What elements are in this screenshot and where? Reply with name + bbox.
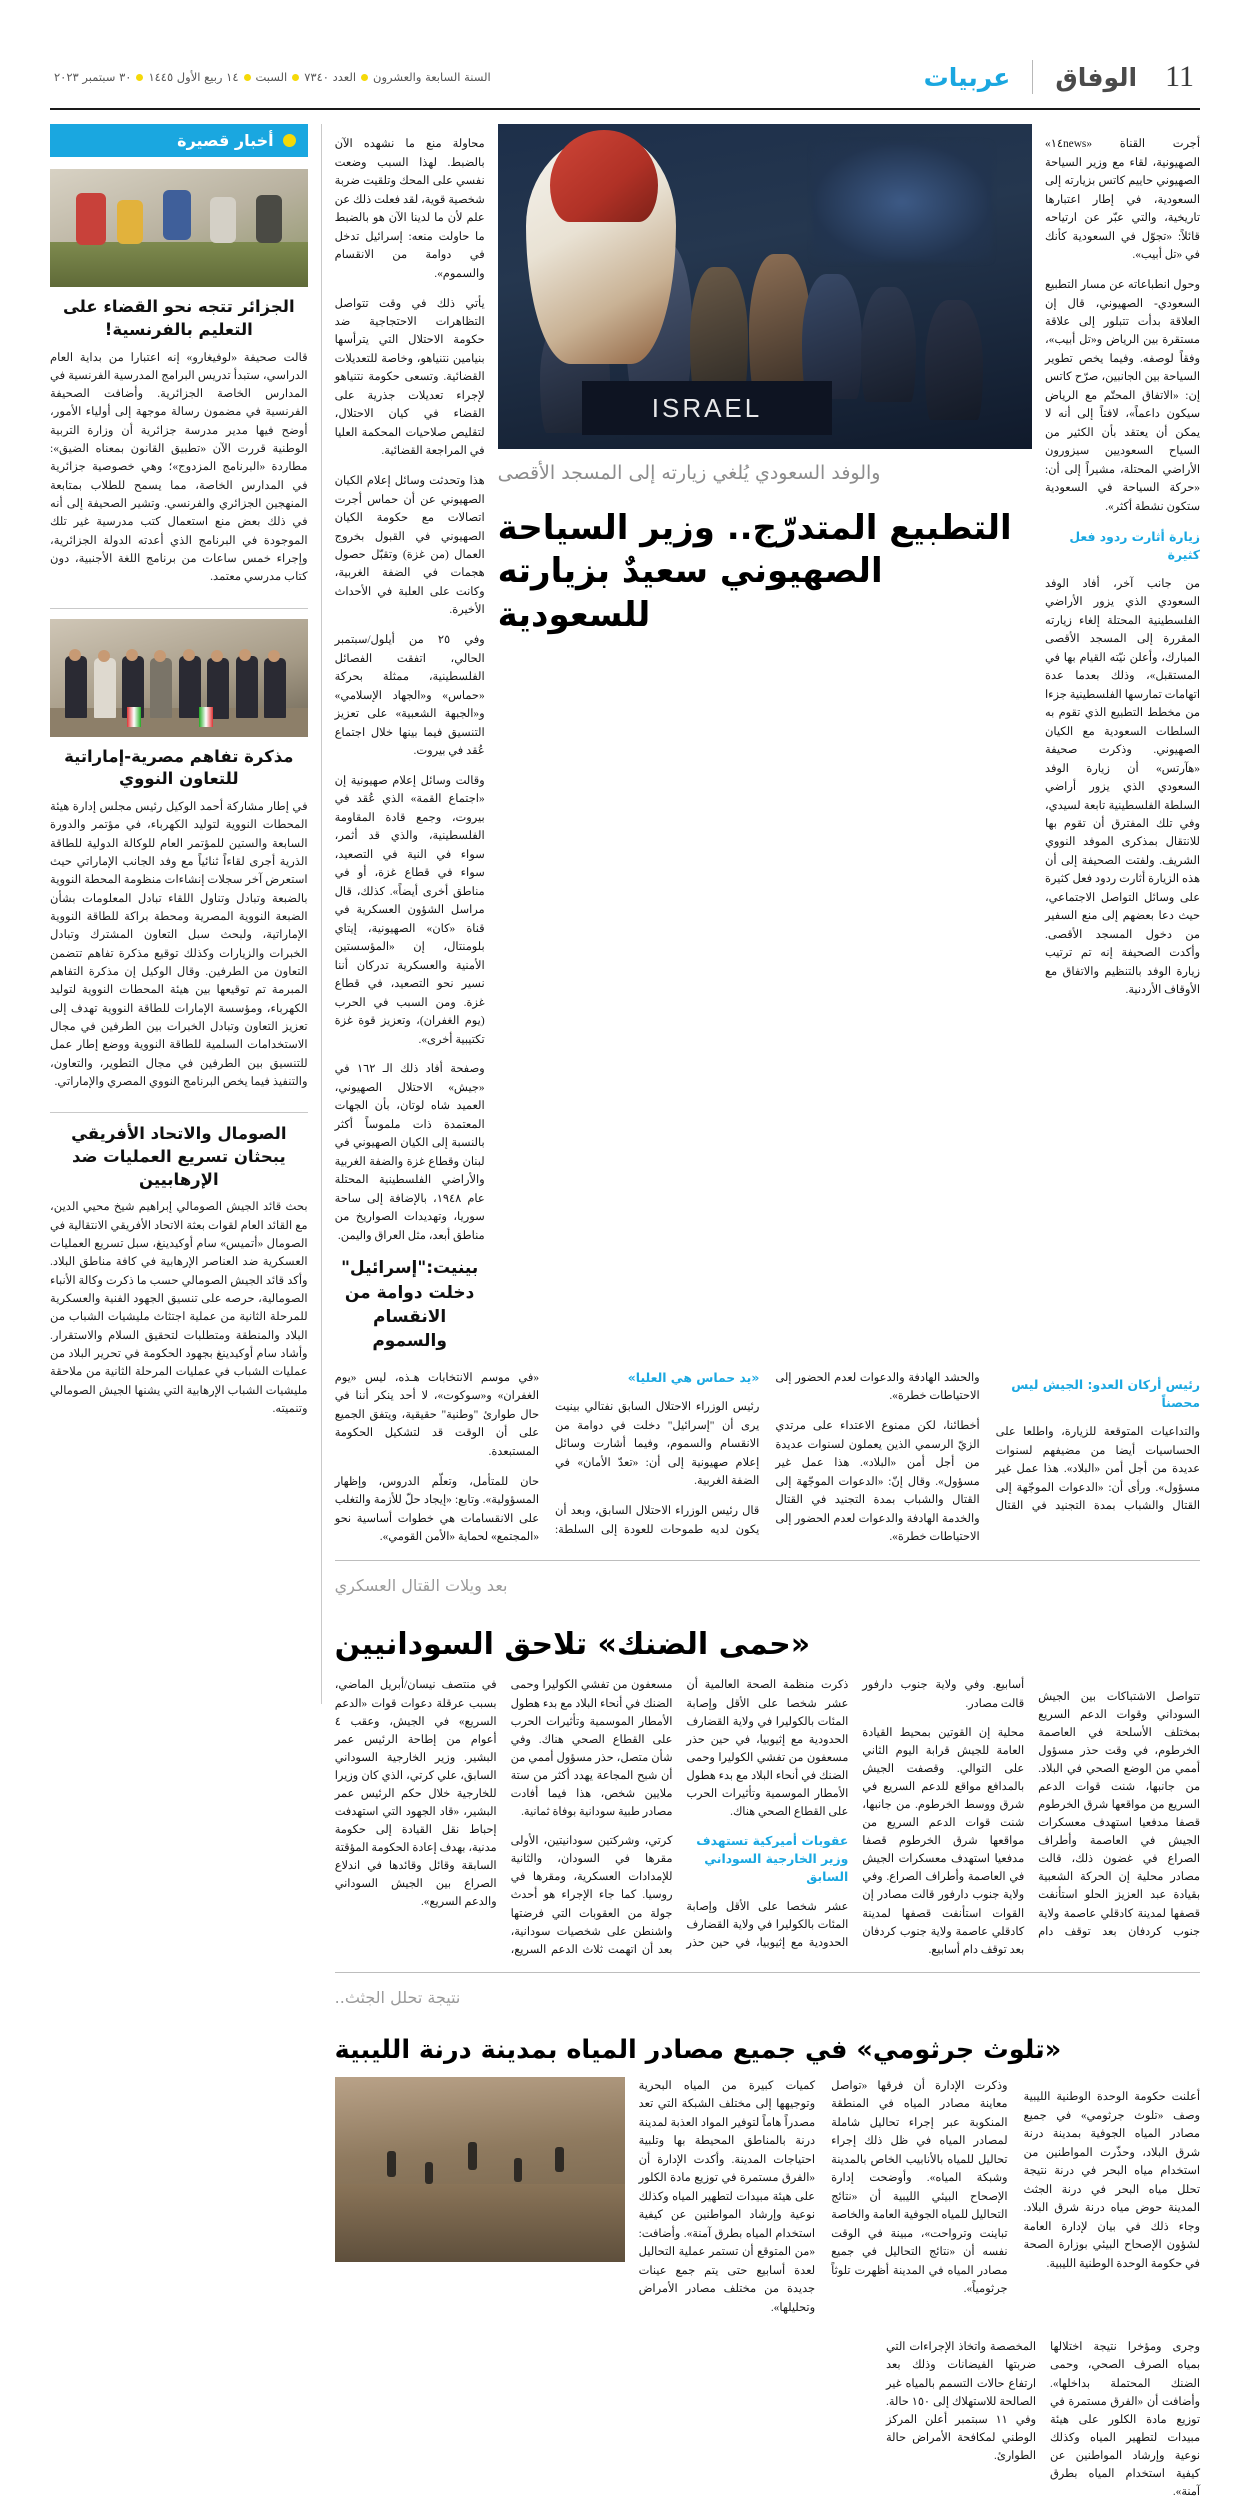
sidebar-body-nuclear: في إطار مشاركة أحمد الوكيل رئيس مجلس إدارة هيئة المحطات النووية لتوليد الكهرباء، في مؤتمر والدورة السابعة والستين للمؤتمر العام للوكالة الدولية للطاقة الذرية أجرى لقاءاً ثنائياً مع وفد الجانب الإماراتي حيث استعرض آخر سجلات إنشاءات منظومة المحطة النووية بالضبعة وتبادل وتناول اللقاء تبادل المعلومات بشأن الضبعة النووية المصرية ومحطة براكة للطاقة النووية الإماراتية، ولبحث سبل التعاون المشترك وتبادل الخبرات والزيارات وكذلك توقيع مذكرة تفاهم تتضمن التعاون من الطرفين. وقال الوكيل إن مذكرة التفاهم المبرمة تم توقيعها بين هيئة المحطات النووية لتوليد الكهرباء، ومؤسسة الإمارات للطاقة النووية تهدف إلى تعزيز التعاون وتبادل الخبرات بين الطرفين في مجال الاستخدامات السلمية للطاقة النووية ووضع إطار عمل للتنسيق بين الطرفين في مجال التطوير، والتعاون، والتنفيذ فيما يخص البرنامج النووي المصري والإماراتي. <box>50 800 308 1088</box>
issue-info <box>50 70 491 84</box>
libya-kicker: نتيجة تحلل الجثث.. <box>334 1987 461 2007</box>
issue-part-number: العدد ٧٣٤٠ <box>304 70 357 84</box>
lead-left-para-3: هذا وتحدثت وسائل إعلام الكيان الصهيوني عن أن حماس أجرت اتصالات مع حكومة الكيان الصهيوني في القبول بخروج العمال (من غزة) وتقبّل حصول هجمات في الضفة الغربية، وكانت على العلبة في الأحداث الأخيرة. <box>334 475 485 617</box>
lead-body-para-1: والتداعيات المتوقعة للزيارة، واطلعا على الحساسيات أيضا من مضيفهم لسنوات عديدة من أجل أمن «البلاد». هذا عمل غير مسؤول». ورأى أن: «الدعوات الموجّهة إلى القتال والشباب بمدة التجنيد في القتال والحشد الهادفة والدعوات لعدم الحضور إلى الاحتياطات خطرة». <box>775 1371 1200 1513</box>
issue-part-weekday: السبت <box>255 70 288 84</box>
libya-row <box>335 2077 1200 2317</box>
sidebar <box>50 124 308 1704</box>
classroom-photo <box>50 169 308 287</box>
newspaper-page <box>0 46 1250 2498</box>
lead-left-para-5: وقالت وسائل إعلام صهيونية إن «اجتماع القمة» الذي عُقد في بيروت، وجمع قادة المقاومة الفلسطينية، والذي قد أثمر، سواء في النية في التصعيد، سواء في قطاع غزة، أو في مناطق أخرى أيضاً». كذلك، قال مراسل الشؤون العسكرية في قناة «كان» الصهيونية، إيتاي بلومنتال، إن «المؤسستين الأمنية والعسكرية تدركان أننا نسير نحو التصعيد، في قطاع غزة. ومن السبب في الحرب (يوم الغفران)، وتعزيز قوة غزة تكتيبية أخرى». <box>334 774 485 1046</box>
sudan-para-4: عشر شخصا على الأقل وإصابة المئات بالكوليرا في ولاية القضارف الحدودية مع إثيوبيا، في حين حذر مسعفون من تفشي الكوليرا وحمى الضنك في أنحاء البلاد مع بدء هطول الأمطار الموسمية وتأثيرات الحرب على القطاع الصحي هناك. وفي شأن متصل، حذر مسؤول أممي من أن شبح المجاعة يهدد أكثر من ستة ملايين شخص، هذا فيما أفادت مصادر طبية سودانية بوفاة ثمانية. <box>510 1679 849 1949</box>
sidebar-item-algeria[interactable] <box>50 169 308 587</box>
sidebar-banner <box>50 124 308 157</box>
lead-body-para-4: قال رئيس الوزراء الاحتلال السابق، وبعد أن يكون لديه طموحات للعودة إلى السلطة: «في موسم الانتخابات هـذه، ليس «يوم الغفران» و«سوكوت»، لا أحد ينكر أننا في حال طوارئ "وطنية" حقيقية، ويتفق الجميع على أن الوقت قد لتشكيل الحكومة المستبعدة. <box>334 1371 760 1536</box>
lead-left-para-2: يأتي ذلك في وقت تتواصل التظاهرات الاحتجاجية ضد حكومة الاحتلال التي يترأسها بنيامين نتنياهو، وخاصة للتعديلات القضائية. وتسعى حكومة نتنياهو لإجراء تعديلات جذرية على القضاء في كيان الاحتلال، لتقليص صلاحيات المحكمة العليا في المراجعة القضائية. <box>334 297 485 458</box>
article-separator-1 <box>335 1560 1200 1561</box>
lead-left-para-1: محاولة منع ما نشهده الآن بالضبط. لهذا السبب وضعت نفسي على المحك وتلقيت ضربة شخصية قوية، لقد فعلت ذلك عن علم لأن ما لدينا الآن هو بالضبط ما حاولت منعه: إسرائيل تدخل في دوامة من الانقسام والسموم». <box>334 138 485 280</box>
article-separator-2 <box>335 1972 1200 1973</box>
sidebar-body-somalia: بحث قائد الجيش الصومالي إبراهيم شيخ محيي الدين، مع القائد العام لقوات بعثة الاتحاد الأفريقي الانتقالية في الصومال «أتميس» سام أوكيدينغ، سبل تسريع العمليات العسكرية ضد العناصر الإرهابية في كافة مناطق البلاد. وأكد قائد الجيش الصومالي حسب ما ذكرت وكالة الأنباء الصومالية، حرصه على تنسيق الجهود الفنية والعسكرية للمرحلة الثانية من عملية اجتثاث مليشيات الشباب من البلاد والمنطقة ومتطلبات لتحقيق السلام والاستقرار. وأشاد سام أوكيدينغ بجهود الحكومة في تحرير البلاد من عمليات الشباب في عمليات المرحلة الثانية من ملاحقة مليشيات الشباب الإرهابية التي يشنها الجيش الصومالي وتنميته. <box>50 1200 308 1415</box>
israel-nameplate: ISRAEL <box>582 381 832 435</box>
subhead-reactions: زيارة أثارت ردود فعل كثيرة <box>1069 528 1200 562</box>
sidebar-item-somalia[interactable] <box>50 1123 308 1418</box>
sudan-kicker: بعد ويلات القتال العسكري <box>334 1575 508 1595</box>
lead-left-para-4: وفي ٢٥ من أيلول/سبتمبر الحالي، اتفقت الفصائل الفلسطينية، ممثلة بحركة «حماس» و«الجهاد الإسلامي» و«الجبهة الشعبية» على تعزيز التنسيق فيما بينها خلال اجتماع عُقد في بيروت. <box>334 634 485 758</box>
masthead-divider <box>1032 60 1033 94</box>
group-photo <box>50 619 308 737</box>
lead-body-para-2: أخطائنا، لكن ممنوع الاعتداء على مرتدي الزيّ الرسمي الذين يعملون لسنوات عديدة من أجل أمن «البلاد». هذا عمل غير مسؤول». وقال إنّ: «الدعوات الموجّهة إلى القتال والشباب بمدة التجنيد في القتال والخدمة الهادفة والدعوات لعدم الحضور إلى الاحتياطات خطرة». <box>775 1420 980 1544</box>
libya-body-columns <box>639 2077 1200 2317</box>
issue-part-hijri: ١٤ ربيع الأول ١٤٤٥ <box>148 70 239 84</box>
lead-top-row <box>335 124 1200 1359</box>
sudan-para-2: محلية إن القوتين بمحيط القيادة العامة للجيش قرابة اليوم الثاني على التوالي. وقصفت الجيش بالمدافع مواقع للدعم السريع في شرق ووسط الخرطوم. من جانبها، شنت قوات الدعم السريع من مواقعها شرق الخرطوم قصفا مدفعيا استهدف معسكرات الجيش في العاصمة وأطراف الصراع. وفي ولاية جنوب دارفور قالت مصادر إن القوات استأنفت قصفها لمدينة كادقلي عاصمة ولاية جنوب كردفان بعد توقف دام أسابيع. <box>862 1726 1025 1956</box>
lead-right-body-0: من جانب آخر، أفاد الوفد السعودي الذي يزور الأراضي الفلسطينية المحتلة إلغاء زيارته المقررة إلى المسجد الأقصى المبارك، وأعلن نيّته القيام بها في المستقبل»، وذلك بعدما عدة اتهامات تمارسها الفلسطينية جزءا من مخطط التطبيع الذي تقوم به السلطات السعودية مع الكيان الصهيوني. وذكرت صحيفة «هآرتس» أن زيارة الوفد السعودي الذي يزور أراضي السلطة الفلسطينية تابعة لسيدي، وفي تلك المفترق أن تقوم بها للانتقال بمذكرى الموفد النووي الشريف. ولفتت الصحيفة إلى أن هذه الزيارة أثارت ردود فعل كثيرة على وسائل التواصل الاجتماعي، حيث دعا بعضهم إلى منع السفير من دخول المسجد الأقصى. وأكدت الصحيفة إنه تم ترتيب زيارة الوفد بالتنظيم والاتفاق مع الأوقاف الأردنية. <box>1045 577 1200 997</box>
sidebar-title-nuclear: مذكرة تفاهم مصرية-إماراتية للتعاون النووي <box>64 746 294 789</box>
sudan-para-3: ذكرت منظمة الصحة العالمية أن عشر شخصا على الأقل وإصابة المئات بالكوليرا في ولاية القضارف الحدودية مع إثيوبيا، في حين حذر مسعفون من تفشي الكوليرا وحمى الضنك في أنحاء البلاد مع بدء هطول الأمطار الموسمية وتأثيرات الحرب على القطاع الصحي هناك. <box>686 1679 849 1818</box>
sudan-headline: «حمى الضنك» تلاحق السودانيين <box>334 1627 811 1663</box>
lead-left-rail <box>335 124 485 1359</box>
libya-para-4: وجرى ومؤخرا نتيجة اختلالها بمياه الصرف الصحي، وحمى الضنك المحتملة بداخلها». وأضافت أن «الفرق مستمرة في توزيع مادة الكلور على هيئة مبيدات لتطهير المياه وكذلك نوعية وإرشاد المواطنين عن كيفية استخدام المياه بطرق آمنة». <box>1050 2341 1200 2498</box>
libya-headline: «تلوث جرثومي» في جميع مصادر المياه بمدينة درنة الليبية <box>334 2034 1062 2065</box>
lead-article <box>335 124 1200 1573</box>
issue-part-gregorian: ٣٠ سبتمبر ٢٠٢٣ <box>54 70 132 84</box>
sudan-body-columns <box>335 1676 1200 1958</box>
libya-para-2: وذكرت الإدارة أن فرقها «تواصل معاينة مصادر المياه في المنطقة المنكوبة عبر إجراء تحاليل شاملة لمصادر المياه في ظل ذلك إجراء تحاليل للمياه بالأنابيب الخاص بالمدينة وشبكة المياه». وأوضحت إدارة الإصحاح البيئي الليبية أن «نتائج التحاليل للمياه الجوفية العامة والخاصة تباينت وترواحت»، مبينة في الوقت نفسه أن «نتائج التحاليل في جميع مصادر المياه في المدينة أظهرت تلوثاً جرثومياً». <box>831 2079 1008 2296</box>
page-number: 11 <box>1165 60 1194 93</box>
libya-text-block <box>639 2077 1200 2317</box>
lead-body-para-5: حان للمتأمل، وتعلّم الدروس، وإظهار المسؤولية». وتابع: «إيجاد حلّ للأزمة والتغلب على الانقسامات هي خطوات أساسية نحو «المجتمع» لحماية «الأمن القومي». <box>334 1475 540 1544</box>
sidebar-title-algeria: الجزائر تتجه نحو القضاء على التعليم بالفرنسية! <box>62 297 295 339</box>
bullet-dot-icon <box>244 74 251 81</box>
libya-article <box>335 1985 1200 2512</box>
hero-photo <box>498 124 1032 449</box>
subhead-army: رئيس أركان العدو: الجيش ليس محصناً <box>1011 1376 1200 1410</box>
sudan-para-1: تتواصل الاشتباكات بين الجيش السوداني وقوات الدعم السريع بمختلف الأسلحة في العاصمة الخرطوم، في وقت حذر مسؤول أممي من الوضع الصحي في البلاد. من جانبها، شنت قوات الدعم السريع من مواقعها شرق الخرطوم قصفا مدفعيا استهدف معسكرات الجيش في العاصمة وأطراف الصراع في غضون ذلك، قالت مصادر محلية إن الحركة الشعبية بقيادة عبد العزيز الحلو استأنفت قصفها لمدينة كادقلي عاصمة ولاية جنوب كردفان بعد توقف دام أسابيع. وفي ولاية جنوب دارفور قالت مصادر. <box>862 1679 1200 1938</box>
lead-right-para-1: أجرت القناة «١٤news» الصهيونية، لقاء مع وزير السياحة الصهيوني حاييم كاتس بزيارته إلى السعودية، في إطار اعتبارها تاريخية، والتي عبّر عن ارتياحه قائلاً: «تجوّل في السعودية كأنك في «تل أبيب». <box>1045 138 1200 262</box>
lead-kicker: والوفد السعودي يُلغي زيارته إلى المسجد الأقصى <box>497 462 881 484</box>
libya-row-bottom <box>335 2327 1200 2512</box>
page-content <box>50 124 1200 2498</box>
libya-para-3: كميات كبيرة من المياه البحرية وتوجيهها إلى مختلف الشبكة التي تعد مصدراً هاماً لتوفير المواد العذبة لمدينة درنة بالمناطق المحيطة بها وتلبية احتياجات المدينة. وأكدت الإدارة أن «الفرق مستمرة في توزيع مادة الكلور على هيئة مبيدات لتطهير المياه وكذلك نوعية وإرشاد المواطنين عن كيفية استخدام المياه بطرق آمنة». وأضافت: «من المتوقع أن تستمر عملية التحاليل لعدة أسابيع حتى يتم جمع عينات جديدة من مختلف مصادر الأمراض وتحليلها». <box>638 2079 816 2314</box>
libya-para-1: أعلنت حكومة الوحدة الوطنية الليبية وصف «تلوث جرثومي» في جميع مصادر المياه الجوفية بمدينة درنة شرق البلاد، وحذّرت المواطنين من استخدام مياه البحر في درنة نتيجة تحلل مياه البحر في درنة الجثث المدينة حوض مياه درنة شرق البلاد. وجاء ذلك في بيان لإدارة العامة لشؤون الإصحاح البيئي بوزارة الصحة في حكومة الوحدة الوطنية الليبية. <box>1023 2091 1200 2270</box>
lead-body-para-3: رئيس الوزراء الاحتلال السابق نفتالي بينيت يرى أن "إسرائيل" دخلت في دوامة من الانقسام والسموم، وفيما أشارت وسائل إعلام صهيونية إلى أن: «تعدّ الأمان» في الضفة الغربية. <box>555 1401 760 1488</box>
libya-para-5-col <box>886 2327 1036 2512</box>
lead-left-para-6: وصفحة أفاد ذلك الـ ١٦٢ في «جيش» الاحتلال الصهيوني، العميد شاه لوتان، بأن الجهات المعتمدة ذات ملموساً أكثر بالنسبة إلى الكيان الصهيوني في لبنان وقطاع غزة والضفة الغربية والأراضي الفلسطينية المحتلة عام ١٩٤٨، بالإضافة إلى ساحة سوريا، وتهديدات الصواريخ من مناطق أبعد، مثل العراق واليمن. <box>334 1063 485 1242</box>
bullet-dot-icon <box>136 74 143 81</box>
subhead-hamas: «يد حماس هي العليا» <box>627 1369 760 1385</box>
banner-dot-icon <box>283 134 296 147</box>
sidebar-separator-2 <box>50 1112 308 1113</box>
lead-headline: التطبيع المتدرّج.. وزير السياحة الصهيوني سعيدٌ بزيارته للسعودية <box>497 507 1012 635</box>
libya-photo-block <box>335 2077 625 2317</box>
sudan-subhead: عقوبات أميركية تستهدف وزير الخارجية السوداني السابق <box>696 1833 849 1885</box>
sudan-para-5: كرتي، وشركتين سودانيتين، الأولى مقرها في السودان، والثانية للإمدادات العسكرية، ومقرها في روسيا. كما جاء الإجراء هو أحدث جولة من العقوبات التي فرضتها واشنطن على شخصيات سودانية، بعد أن اتهمت ثلاث الدعم السريع، في منتصف نيسان/أبريل الماضي، بسبب عرقلة دعوات قوات «الدعم السريع» في الجيش، وعقب ٤ أعوام من إطاحة الرئيس عمر البشير. وزير الخارجية السوداني السابق، علي كرتي، الذي كان وزيرا للخارجية خلال حكم الرئيس عمر البشير، «قاد الجهود التي استهدفت إحباط نقل القيادة إلى حكومة مدنية، بهدف إعادة الحكومة المؤقتة السابقة وقائل وقائدها في اندلاع الصراع بين الجيش السوداني والدعم السريع». <box>334 1679 673 1956</box>
sidebar-separator-1 <box>50 608 308 609</box>
masthead-left <box>902 60 1200 94</box>
libya-para-4-col <box>1050 2327 1200 2512</box>
lead-pullquote: بينيت:"إسرائيل" دخلت دوامة من الانقسام والسموم <box>341 1258 479 1351</box>
libya-para-5: المخصصة واتخاذ الإجراءات التي ضربتها الفيضانات وذلك بعد ارتفاع حالات التسمم بالمياه غير الصالحة للاستهلاك إلى ١٥٠ حالة. وفي ١١ سبتمبر أعلن المركز الوطني لمكافحة الأمراض حالة الطوارئ. <box>886 2341 1036 2462</box>
lead-center <box>498 124 1032 1359</box>
sidebar-item-nuclear[interactable] <box>50 619 308 1092</box>
paper-logo: الوفاق <box>1055 63 1138 92</box>
masthead <box>50 46 1200 110</box>
lead-right-rail <box>1045 124 1200 1359</box>
flood-photo <box>335 2077 625 2262</box>
bullet-dot-icon <box>361 74 368 81</box>
sidebar-body-algeria: قالت صحيفة «لوفيغارو» إنه اعتبارا من بداية العام الدراسي، ستبدأ تدريس البرامج المدرسية الفرنسية في المدارس الخاصة الجزائرية. وأضافت الصحيفة الفرنسية في مضمون رسالة موجهة إلى أولياء الأمور، أوضح فيها مدير مدرسة جزائرية أن وزارة التربية الوطنية قررت الآن «تطبيق القانون بمعناه الضيق»: مطاردة «البرنامج المزدوج»؛ وهي خصوصية جزائرية في المدارس الخاصة، مما يسمح للطلاب بمتابعة المنهجين الجزائري والفرنسي. وتشير الصحيفة إلى أنه في ذلك بعض منع استعمال كتب مدرسية غير تلك الموجودة في البرنامج الذي أعدته الدولة الجزائرية، وإجراء خمس ساعات من برنامج اللغة الأجنبية، دون كتاب مدرسي معتمد. <box>50 350 308 584</box>
main-column <box>334 124 1200 2498</box>
issue-part-year: السنة السابعة والعشرون <box>373 70 491 84</box>
sidebar-title-somalia: الصومال والاتحاد الأفريقي يبحثان تسريع العمليات ضد الإرهابيين <box>71 1124 287 1189</box>
sudan-article <box>335 1573 1200 1985</box>
column-rule <box>321 124 322 1704</box>
sidebar-banner-label: أخبار قصيرة <box>177 131 274 150</box>
bullet-dot-icon <box>292 74 299 81</box>
section-title: عربيات <box>923 63 1011 92</box>
lead-right-para-2: وحول انطباعاته عن مسار التطبيع السعودي- الصهيوني، قال إن العلاقة بدأت تتبلور إلى علاقة مستقرة بين الرياض و«تل أبيب»، وفقاً لوصفه. وفيما يخص تطوير السياحة بين الجانبين، صرّح كاتس إن: «الاتفاق المحتّم مع الرياض سيكون داعماً»، لافتاً إلى أنه لا يمكن أن يعتقد بأن الكثير من السياح السعوديين سيزورون الأراضي المحتلة، مشيراً إلى أن: «حركة السياحة في السعودية ستكون نشطة أكثر». <box>1045 279 1200 513</box>
lead-body-columns <box>335 1369 1200 1547</box>
